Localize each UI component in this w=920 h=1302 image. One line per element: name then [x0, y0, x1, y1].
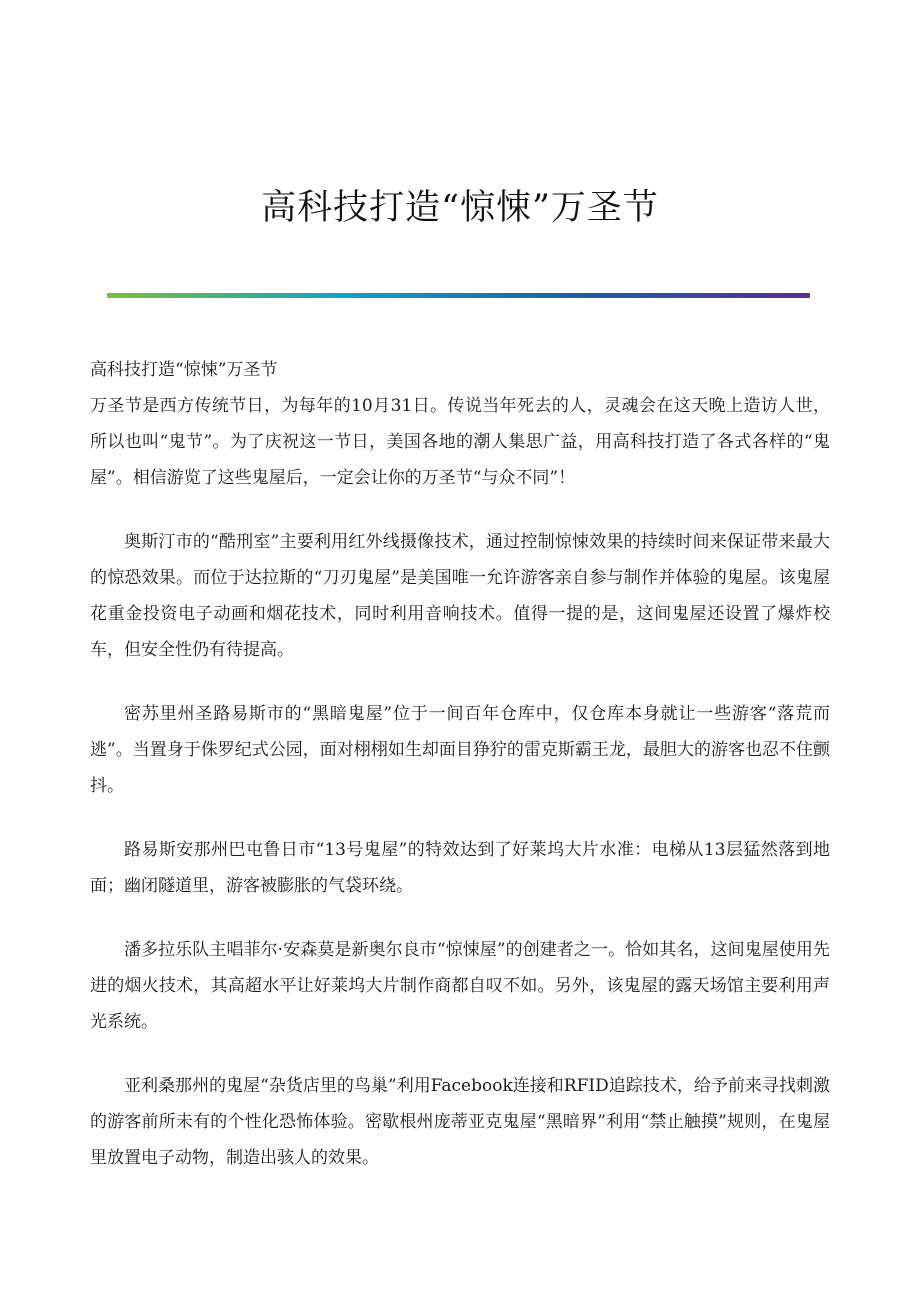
paragraph-st-louis: 密苏里州圣路易斯市的“黑暗鬼屋”位于一间百年仓库中，仅仓库本身就让一些游客“落荒而逃”。当置身于侏罗纪式公园，面对栩栩如生却面目狰狞的雷克斯霸王龙，最胆大的游客也忍不住颤抖。 — [90, 704, 830, 796]
document-body — [90, 352, 830, 1176]
paragraph-austin-dallas: 奥斯汀市的“酷刑室”主要利用红外线摄像技术，通过控制惊悚效果的持续时间来保证带来最大的惊恐效果。而位于达拉斯的“刀刃鬼屋”是美国唯一允许游客亲自参与制作并体验的鬼屋。该鬼屋花重金投资电子动画和烟花技术，同时利用音响技术。值得一提的是，这间鬼屋还设置了爆炸校车，但安全性仍有待提高。 — [90, 532, 830, 660]
article-subtitle: 高科技打造“惊悚”万圣节 — [90, 360, 278, 380]
paragraph-new-orleans: 潘多拉乐队主唱菲尔·安森莫是新奥尔良市“惊悚屋”的创建者之一。恰如其名，这间鬼屋使用先进的烟火技术，其高超水平让好莱坞大片制作商都自叹不如。另外，该鬼屋的露天场馆主要利用声光系统。 — [90, 940, 830, 1032]
paragraph-arizona-michigan: 亚利桑那州的鬼屋“杂货店里的鸟巢”利用Facebook连接和RFID追踪技术，给予前来寻找刺激的游客前所未有的个性化恐怖体验。密歇根州庞蒂亚克鬼屋“黑暗界”利用“禁止触摸”规则，在鬼屋里放置电子动物，制造出骇人的效果。 — [90, 1076, 830, 1168]
title-divider — [107, 293, 810, 298]
paragraph-baton-rouge: 路易斯安那州巴屯鲁日市“13号鬼屋”的特效达到了好莱坞大片水准：电梯从13层猛然落到地面；幽闭隧道里，游客被膨胀的气袋环绕。 — [90, 840, 830, 896]
document-title: 高科技打造“惊悚”万圣节 — [261, 188, 659, 228]
paragraph-intro: 万圣节是西方传统节日，为每年的10月31日。传说当年死去的人，灵魂会在这天晚上造访人世，所以也叫“鬼节”。为了庆祝这一节日，美国各地的潮人集思广益，用高科技打造了各式各样的“鬼屋”。相信游览了这些鬼屋后，一定会让你的万圣节“与众不同”！ — [90, 396, 830, 488]
